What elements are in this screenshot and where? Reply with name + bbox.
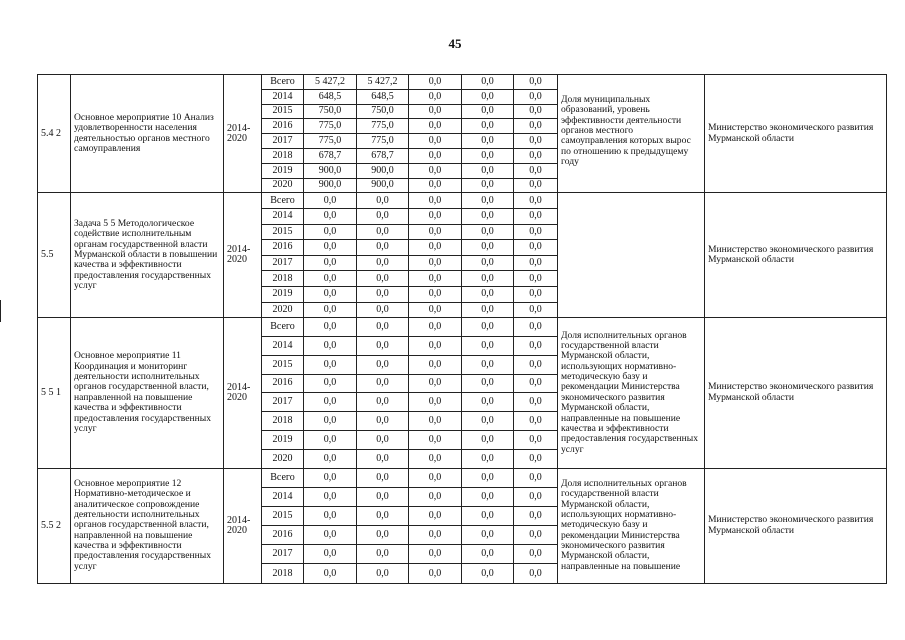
value-cell: 0,0 <box>409 374 462 393</box>
value-cell: 0,0 <box>514 564 558 583</box>
value-cell: 0,0 <box>514 178 558 193</box>
value-cell: 0,0 <box>304 255 357 271</box>
value-cell: 0,0 <box>462 134 514 149</box>
table-row <box>38 193 887 209</box>
value-cell: 0,0 <box>462 119 514 134</box>
value-cell: 0,0 <box>409 208 462 224</box>
value-cell: 0,0 <box>409 355 462 374</box>
row-period: 2014-2020 <box>224 193 262 318</box>
value-cell: 0,0 <box>357 526 409 545</box>
value-cell: 0,0 <box>409 564 462 583</box>
value-cell: 0,0 <box>514 163 558 178</box>
value-cell: 0,0 <box>357 449 409 468</box>
value-cell: 0,0 <box>462 104 514 119</box>
value-cell: 0,0 <box>304 193 357 209</box>
value-cell: 0,0 <box>462 487 514 506</box>
year-cell: Всего <box>262 75 304 90</box>
value-cell: 775,0 <box>357 119 409 134</box>
value-cell: 775,0 <box>304 119 357 134</box>
value-cell: 0,0 <box>514 302 558 318</box>
year-cell: 2019 <box>262 430 304 449</box>
year-cell: 2016 <box>262 374 304 393</box>
year-cell: 2019 <box>262 163 304 178</box>
value-cell: 0,0 <box>304 208 357 224</box>
value-cell: 0,0 <box>304 302 357 318</box>
value-cell: 0,0 <box>409 487 462 506</box>
value-cell: 0,0 <box>409 119 462 134</box>
value-cell: 0,0 <box>409 302 462 318</box>
value-cell: 0,0 <box>304 449 357 468</box>
value-cell: 0,0 <box>357 224 409 240</box>
value-cell: 0,0 <box>357 430 409 449</box>
year-cell: 2020 <box>262 302 304 318</box>
value-cell: 0,0 <box>514 318 558 337</box>
value-cell: 0,0 <box>409 148 462 163</box>
value-cell: 0,0 <box>514 255 558 271</box>
value-cell: 750,0 <box>357 104 409 119</box>
row-code: 5.4 2 <box>38 75 71 193</box>
value-cell: 0,0 <box>409 318 462 337</box>
value-cell: 0,0 <box>409 163 462 178</box>
value-cell: 5 427,2 <box>304 75 357 90</box>
value-cell: 0,0 <box>304 506 357 525</box>
year-cell: 2015 <box>262 506 304 525</box>
value-cell: 0,0 <box>514 506 558 525</box>
value-cell: 0,0 <box>304 355 357 374</box>
value-cell: 0,0 <box>462 412 514 431</box>
row-period: 2014-2020 <box>224 318 262 468</box>
value-cell: 0,0 <box>409 178 462 193</box>
value-cell: 0,0 <box>462 545 514 564</box>
year-cell: 2014 <box>262 336 304 355</box>
value-cell: 775,0 <box>357 134 409 149</box>
value-cell: 0,0 <box>357 487 409 506</box>
value-cell: 0,0 <box>409 271 462 287</box>
value-cell: 900,0 <box>357 163 409 178</box>
value-cell: 0,0 <box>304 286 357 302</box>
value-cell: 0,0 <box>462 449 514 468</box>
value-cell: 0,0 <box>514 193 558 209</box>
row-name: Основное мероприятие 11 Координация и мониторинг деятельности исполнительных органов государственной власти, направленной на повышение качества и эффективности предоставления государственных услуг <box>71 318 224 468</box>
value-cell: 0,0 <box>409 240 462 256</box>
row-period: 2014-2020 <box>224 468 262 583</box>
value-cell: 0,0 <box>514 148 558 163</box>
value-cell: 0,0 <box>409 336 462 355</box>
value-cell: 0,0 <box>462 89 514 104</box>
value-cell: 0,0 <box>409 449 462 468</box>
value-cell: 0,0 <box>514 134 558 149</box>
value-cell: 0,0 <box>462 506 514 525</box>
value-cell: 0,0 <box>462 163 514 178</box>
row-name: Задача 5 5 Методологическое содействие исполнительным органам государственной власти Мурманской области в повышении качества и эффективности предоставления государственных услуг <box>71 193 224 318</box>
table-row <box>38 318 887 337</box>
value-cell: 648,5 <box>357 89 409 104</box>
value-cell: 0,0 <box>514 89 558 104</box>
value-cell: 0,0 <box>462 255 514 271</box>
year-cell: 2016 <box>262 119 304 134</box>
value-cell: 0,0 <box>462 240 514 256</box>
year-cell: 2020 <box>262 449 304 468</box>
value-cell: 0,0 <box>304 468 357 487</box>
row-indicator: Доля муниципальных образований, уровень эффективности деятельности органов местного самоуправления которых вырос по отношению к предыдущему году <box>558 75 705 193</box>
value-cell: 0,0 <box>304 526 357 545</box>
year-cell: 2014 <box>262 208 304 224</box>
value-cell: 0,0 <box>409 75 462 90</box>
year-cell: 2018 <box>262 271 304 287</box>
program-table <box>37 74 887 584</box>
value-cell: 0,0 <box>357 318 409 337</box>
value-cell: 0,0 <box>357 336 409 355</box>
value-cell: 0,0 <box>514 104 558 119</box>
year-cell: 2017 <box>262 255 304 271</box>
value-cell: 0,0 <box>462 355 514 374</box>
value-cell: 5 427,2 <box>357 75 409 90</box>
value-cell: 0,0 <box>462 75 514 90</box>
value-cell: 0,0 <box>304 374 357 393</box>
value-cell: 0,0 <box>357 302 409 318</box>
table-body <box>38 75 887 584</box>
value-cell: 0,0 <box>409 104 462 119</box>
row-name: Основное мероприятие 12 Нормативно-методическое и аналитическое сопровождение деятельности исполнительных органов государственной власти, направленной на повышение качества и эффективности предоставления государственных услуг <box>71 468 224 583</box>
table-row <box>38 75 887 90</box>
year-cell: 2017 <box>262 134 304 149</box>
value-cell: 0,0 <box>357 545 409 564</box>
value-cell: 0,0 <box>357 468 409 487</box>
value-cell: 0,0 <box>514 526 558 545</box>
value-cell: 0,0 <box>409 224 462 240</box>
year-cell: 2018 <box>262 564 304 583</box>
value-cell: 0,0 <box>462 178 514 193</box>
value-cell: 0,0 <box>514 336 558 355</box>
value-cell: 0,0 <box>514 355 558 374</box>
row-indicator <box>558 193 705 318</box>
value-cell: 0,0 <box>514 468 558 487</box>
value-cell: 0,0 <box>409 506 462 525</box>
value-cell: 0,0 <box>357 506 409 525</box>
value-cell: 0,0 <box>514 487 558 506</box>
value-cell: 0,0 <box>409 526 462 545</box>
value-cell: 0,0 <box>304 564 357 583</box>
value-cell: 0,0 <box>462 271 514 287</box>
value-cell: 775,0 <box>304 134 357 149</box>
value-cell: 0,0 <box>304 224 357 240</box>
year-cell: 2018 <box>262 148 304 163</box>
row-code: 5.5 <box>38 193 71 318</box>
value-cell: 0,0 <box>514 75 558 90</box>
value-cell: 0,0 <box>514 286 558 302</box>
value-cell: 900,0 <box>357 178 409 193</box>
value-cell: 0,0 <box>304 318 357 337</box>
value-cell: 0,0 <box>304 545 357 564</box>
value-cell: 0,0 <box>409 430 462 449</box>
value-cell: 0,0 <box>409 412 462 431</box>
value-cell: 900,0 <box>304 178 357 193</box>
year-cell: 2017 <box>262 393 304 412</box>
value-cell: 678,7 <box>304 148 357 163</box>
value-cell: 0,0 <box>304 393 357 412</box>
value-cell: 0,0 <box>462 526 514 545</box>
row-executor: Министерство экономического развития Мурманской области <box>705 75 887 193</box>
year-cell: 2015 <box>262 355 304 374</box>
value-cell: 0,0 <box>304 412 357 431</box>
value-cell: 0,0 <box>462 336 514 355</box>
value-cell: 0,0 <box>462 302 514 318</box>
row-indicator: Доля исполнительных органов государственной власти Мурманской области, использующих нормативно-методическую базу и рекомендации Министерства экономического развития Мурманской области, направленные на повышение <box>558 468 705 583</box>
value-cell: 0,0 <box>357 564 409 583</box>
value-cell: 0,0 <box>462 286 514 302</box>
table-row <box>38 468 887 487</box>
value-cell: 0,0 <box>357 374 409 393</box>
value-cell: 0,0 <box>462 374 514 393</box>
value-cell: 0,0 <box>462 430 514 449</box>
value-cell: 0,0 <box>462 393 514 412</box>
value-cell: 0,0 <box>514 208 558 224</box>
year-cell: 2018 <box>262 412 304 431</box>
row-executor: Министерство экономического развития Мурманской области <box>705 318 887 468</box>
year-cell: Всего <box>262 468 304 487</box>
year-cell: 2015 <box>262 104 304 119</box>
value-cell: 0,0 <box>409 286 462 302</box>
value-cell: 0,0 <box>304 240 357 256</box>
row-indicator: Доля исполнительных органов государственной власти Мурманской области, использующих нормативно-методическую базу и рекомендации Министерства экономического развития Мурманской области, направленные на повышение качества и эффективности предоставления государственных услуг <box>558 318 705 468</box>
value-cell: 0,0 <box>514 393 558 412</box>
page-number: 45 <box>448 36 462 51</box>
year-cell: 2015 <box>262 224 304 240</box>
value-cell: 0,0 <box>514 224 558 240</box>
value-cell: 0,0 <box>514 119 558 134</box>
year-cell: 2020 <box>262 178 304 193</box>
row-period: 2014-2020 <box>224 75 262 193</box>
year-cell: 2014 <box>262 487 304 506</box>
value-cell: 0,0 <box>304 336 357 355</box>
value-cell: 648,5 <box>304 89 357 104</box>
year-cell: Всего <box>262 193 304 209</box>
row-code: 5.5 2 <box>38 468 71 583</box>
row-executor: Министерство экономического развития Мурманской области <box>705 193 887 318</box>
value-cell: 0,0 <box>462 148 514 163</box>
value-cell: 0,0 <box>462 564 514 583</box>
value-cell: 0,0 <box>357 393 409 412</box>
value-cell: 678,7 <box>357 148 409 163</box>
value-cell: 0,0 <box>514 545 558 564</box>
value-cell: 0,0 <box>514 430 558 449</box>
value-cell: 0,0 <box>409 468 462 487</box>
value-cell: 0,0 <box>357 255 409 271</box>
value-cell: 0,0 <box>304 487 357 506</box>
year-cell: Всего <box>262 318 304 337</box>
value-cell: 0,0 <box>357 193 409 209</box>
value-cell: 0,0 <box>409 89 462 104</box>
value-cell: 0,0 <box>514 240 558 256</box>
value-cell: 0,0 <box>357 208 409 224</box>
year-cell: 2017 <box>262 545 304 564</box>
value-cell: 0,0 <box>409 134 462 149</box>
value-cell: 0,0 <box>357 271 409 287</box>
value-cell: 0,0 <box>357 240 409 256</box>
value-cell: 900,0 <box>304 163 357 178</box>
value-cell: 0,0 <box>409 255 462 271</box>
margin-mark <box>0 300 1 322</box>
value-cell: 0,0 <box>462 193 514 209</box>
year-cell: 2019 <box>262 286 304 302</box>
row-code: 5 5 1 <box>38 318 71 468</box>
value-cell: 0,0 <box>409 193 462 209</box>
year-cell: 2016 <box>262 240 304 256</box>
value-cell: 0,0 <box>304 430 357 449</box>
value-cell: 0,0 <box>514 412 558 431</box>
value-cell: 0,0 <box>514 449 558 468</box>
year-cell: 2014 <box>262 89 304 104</box>
row-executor: Министерство экономического развития Мурманской области <box>705 468 887 583</box>
value-cell: 0,0 <box>462 224 514 240</box>
value-cell: 0,0 <box>409 545 462 564</box>
value-cell: 0,0 <box>409 393 462 412</box>
value-cell: 0,0 <box>462 468 514 487</box>
value-cell: 0,0 <box>357 412 409 431</box>
value-cell: 0,0 <box>462 208 514 224</box>
value-cell: 0,0 <box>304 271 357 287</box>
value-cell: 0,0 <box>514 374 558 393</box>
value-cell: 0,0 <box>357 286 409 302</box>
value-cell: 750,0 <box>304 104 357 119</box>
value-cell: 0,0 <box>357 355 409 374</box>
value-cell: 0,0 <box>514 271 558 287</box>
value-cell: 0,0 <box>462 318 514 337</box>
year-cell: 2016 <box>262 526 304 545</box>
row-name: Основное мероприятие 10 Анализ удовлетворенности населения деятельностью органов местного самоуправления <box>71 75 224 193</box>
